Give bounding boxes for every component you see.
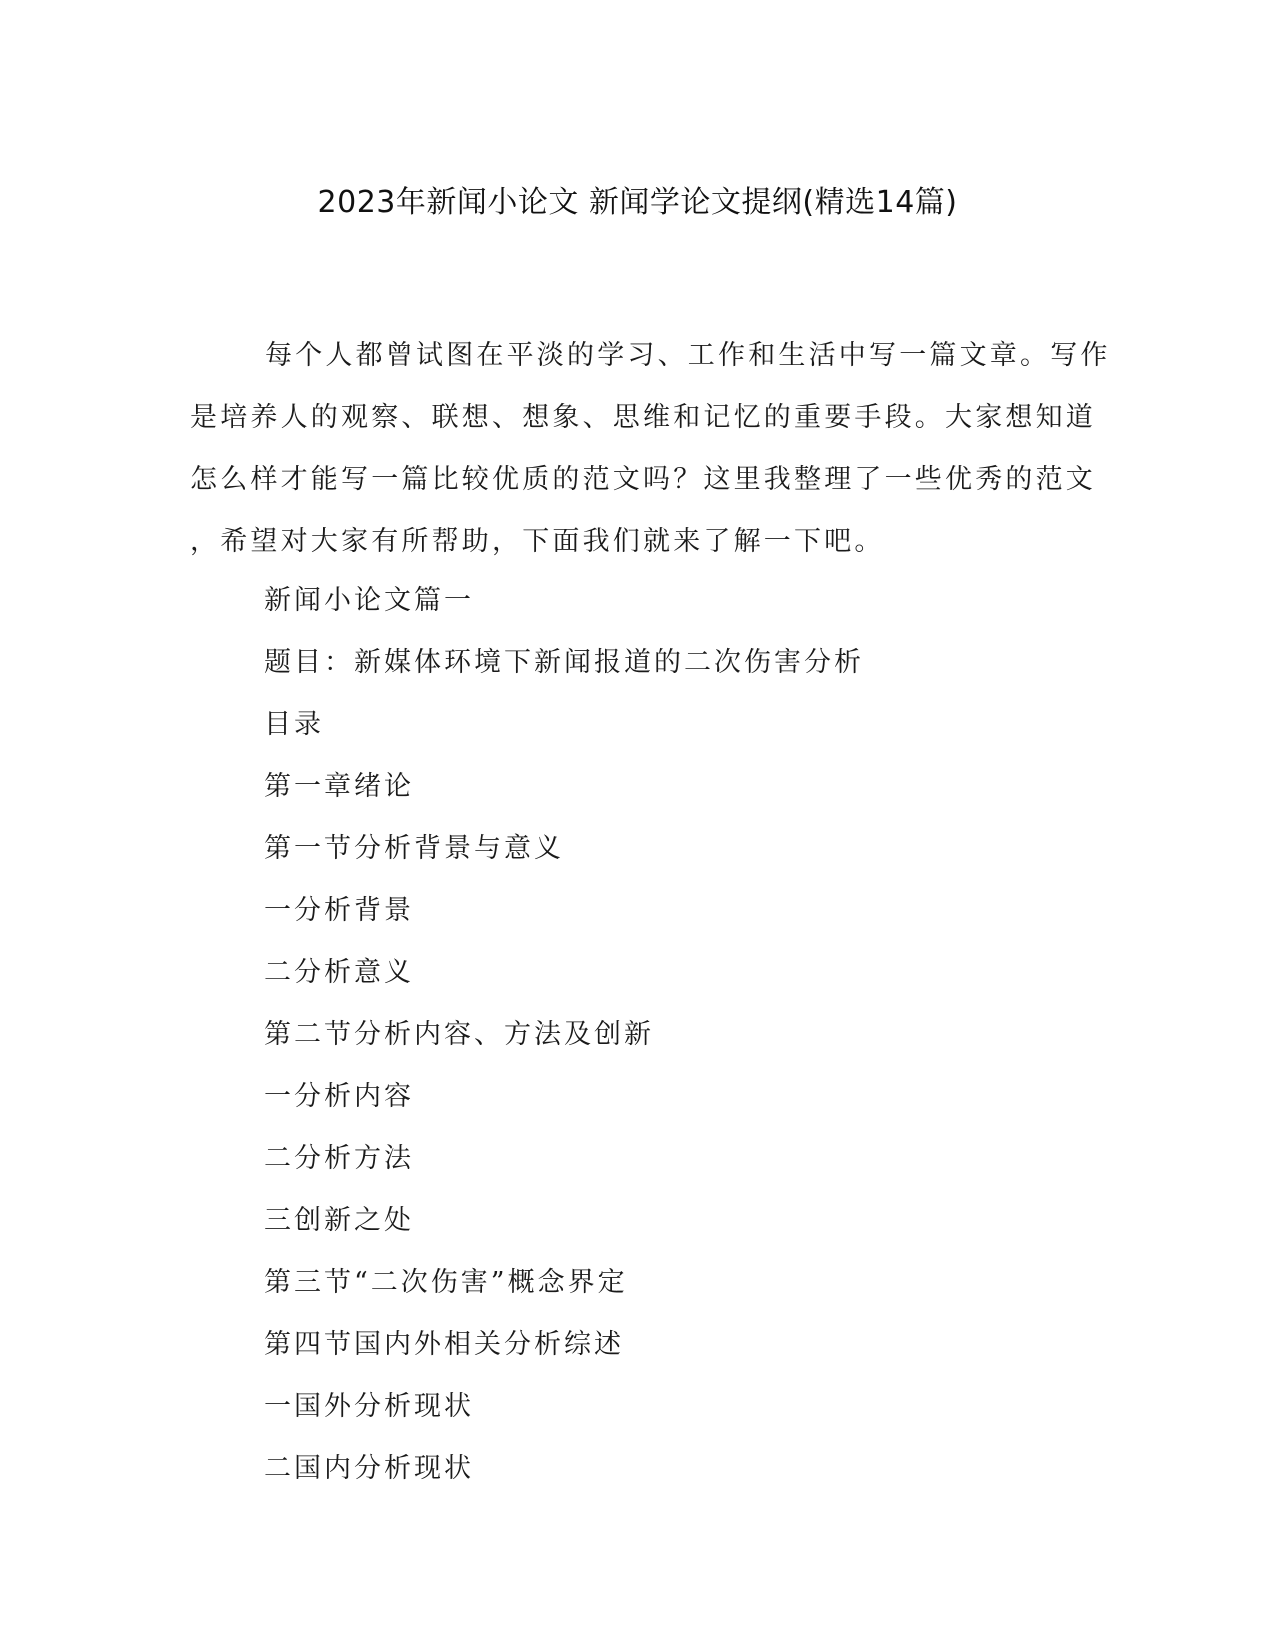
outline-item: 二分析方法 — [264, 1143, 414, 1174]
outline-item: 第一章绪论 — [264, 771, 414, 802]
outline-item: 第三节“二次伤害”概念界定 — [264, 1267, 628, 1298]
outline-item: 第一节分析背景与意义 — [264, 833, 564, 864]
outline-item: 一分析背景 — [264, 895, 414, 926]
outline-item: 目录 — [264, 709, 324, 740]
outline-item: 第四节国内外相关分析综述 — [264, 1329, 624, 1360]
outline-item: 新闻小论文篇一 — [264, 585, 474, 616]
outline-item: 二分析意义 — [264, 957, 414, 988]
outline-item: 第二节分析内容、方法及创新 — [264, 1019, 654, 1050]
intro-line: 每个人都曾试图在平淡的学习、工作和生活中写一篇文章。写作 — [265, 340, 1111, 371]
intro-line: 是培养人的观察、联想、想象、思维和记忆的重要手段。大家想知道 — [190, 402, 1096, 433]
intro-line: ，希望对大家有所帮助，下面我们就来了解一下吧。 — [190, 526, 885, 557]
outline-item: 一分析内容 — [264, 1081, 414, 1112]
outline-item: 一国外分析现状 — [264, 1391, 474, 1422]
outline-list — [264, 570, 864, 1500]
outline-item: 二国内分析现状 — [264, 1453, 474, 1484]
intro-paragraph — [190, 325, 1111, 573]
outline-item: 三创新之处 — [264, 1205, 414, 1236]
document-title: 2023年新闻小论文 新闻学论文提纲(精选14篇) — [317, 185, 958, 220]
intro-line: 怎么样才能写一篇比较优质的范文吗？这里我整理了一些优秀的范文 — [190, 464, 1096, 495]
outline-item: 题目：新媒体环境下新闻报道的二次伤害分析 — [264, 647, 864, 678]
